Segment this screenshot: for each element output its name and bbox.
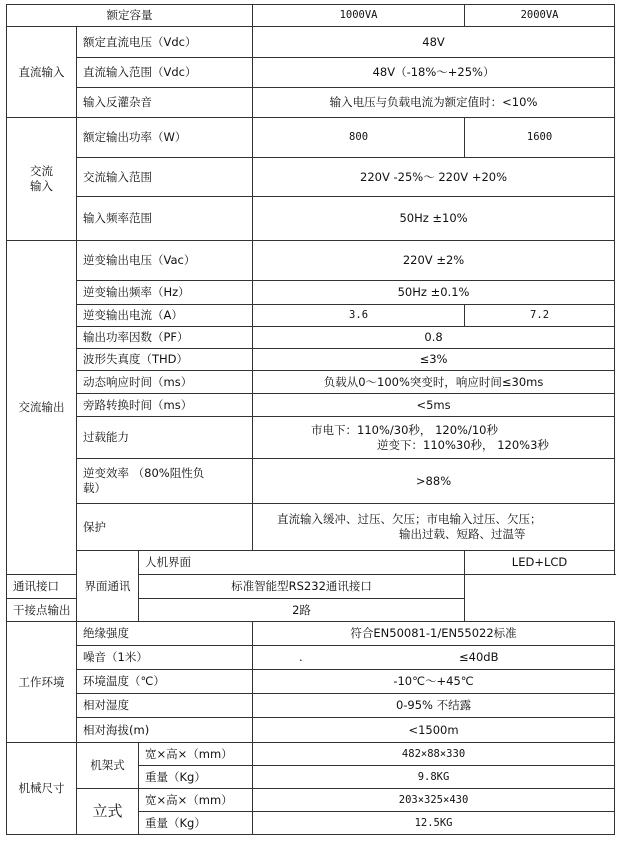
row-label: 逆变输出电流（A）	[77, 305, 253, 327]
table-row	[7, 118, 615, 158]
row-label: 旁路转换时间（ms）	[77, 394, 253, 417]
table-row	[7, 281, 615, 305]
table-row	[7, 694, 615, 718]
row-value: -10℃～+45℃	[253, 670, 615, 694]
spec-table	[6, 4, 615, 835]
table-row	[7, 718, 615, 743]
row-value: >88%	[253, 459, 615, 504]
row-label: 额定直流电压（Vdc）	[77, 27, 253, 58]
table-row	[7, 158, 615, 197]
group-ac-input-line1: 交流	[30, 164, 53, 178]
table-row	[7, 622, 615, 646]
table-row	[7, 743, 615, 766]
overload-line1: 市电下：110%/30秒， 120%/10秒	[311, 422, 498, 437]
row-label: 相对海拔(m)	[77, 718, 253, 743]
row-label: 直流输入范围（Vdc）	[77, 58, 253, 88]
row-label: 交流输入范围	[77, 158, 253, 197]
row-value: 48V（-18%～+25%）	[253, 58, 615, 88]
row-value: 9.8KG	[253, 766, 615, 789]
eff-label-line1: 逆变效率 （80%阻性负	[83, 466, 205, 480]
group-ac-output: 交流输出	[7, 241, 77, 575]
row-label: 输出功率因数（PF）	[77, 327, 253, 349]
row-value: 12.5KG	[253, 812, 615, 835]
row-value: 标准智能型RS232通讯接口	[139, 575, 465, 599]
capacity-label: 额定容量	[7, 5, 253, 27]
rack-label: 机架式	[77, 743, 139, 789]
row-value: 0-95% 不结露	[253, 694, 615, 718]
row-label: 过载能力	[77, 417, 253, 459]
row-label: 重量（Kg）	[139, 812, 253, 835]
table-row	[7, 551, 615, 575]
row-label: 输入反灌杂音	[77, 88, 253, 118]
row-label: 逆变输出频率（Hz）	[77, 281, 253, 305]
table-row	[7, 241, 615, 281]
power-1000: 800	[253, 118, 465, 158]
row-value: 0.8	[253, 327, 615, 349]
table-row	[7, 371, 615, 394]
group-ac-input-line2: 输入	[30, 179, 53, 193]
tower-label: 立式	[77, 789, 139, 835]
current-1000: 3.6	[253, 305, 465, 327]
table-row	[7, 670, 615, 694]
overload-value	[253, 417, 615, 459]
row-label: 额定输出功率（W）	[77, 118, 253, 158]
table-row	[7, 459, 615, 504]
row-label: 动态响应时间（ms）	[77, 371, 253, 394]
col-1000va: 1000VA	[253, 5, 465, 27]
row-value: 203×325×430	[253, 789, 615, 812]
group-ac-input	[7, 118, 77, 241]
row-value: 220V -25%～ 220V +20%	[253, 158, 615, 197]
row-label: 宽×高×（mm）	[139, 743, 253, 766]
table-row	[7, 349, 615, 371]
row-value: 负载从0～100%突变时，响应时间≤30ms	[253, 371, 615, 394]
current-2000: 7.2	[465, 305, 615, 327]
group-environment: 工作环境	[7, 622, 77, 743]
col-2000va: 2000VA	[465, 5, 615, 27]
row-label: 保护	[77, 504, 253, 551]
group-dc-input: 直流输入	[7, 27, 77, 118]
row-label: 重量（Kg）	[139, 766, 253, 789]
row-label: 通讯接口	[7, 575, 139, 599]
row-label: 输入频率范围	[77, 197, 253, 241]
table-row	[7, 599, 615, 622]
table-row	[7, 327, 615, 349]
table-row	[7, 646, 615, 670]
row-value: LED+LCD	[465, 551, 615, 575]
row-value: 482×88×330	[253, 743, 615, 766]
table-row	[7, 27, 615, 58]
row-label: 绝缘强度	[77, 622, 253, 646]
row-value: 2路	[139, 599, 465, 622]
group-interface: 界面通讯	[77, 551, 139, 622]
row-value: 符合EN50081-1/EN55022标准	[253, 622, 615, 646]
power-2000: 1600	[465, 118, 615, 158]
protect-line1: 直流输入缓冲、过压、欠压；市电输入过压、欠压；	[277, 512, 542, 526]
table-row	[7, 305, 615, 327]
row-value: 48V	[253, 27, 615, 58]
overload-line2: 逆变下：110%30秒， 120%3秒	[377, 437, 549, 452]
row-label	[77, 459, 253, 504]
table-row	[7, 417, 615, 459]
table-row	[7, 58, 615, 88]
row-label: 干接点输出	[7, 599, 139, 622]
row-label: 相对湿度	[77, 694, 253, 718]
group-mechanical: 机械尺寸	[7, 743, 77, 835]
row-label: 环境温度（℃）	[77, 670, 253, 694]
row-value: <1500m	[253, 718, 615, 743]
table-row	[7, 197, 615, 241]
row-label: 宽×高×（mm）	[139, 789, 253, 812]
table-row	[7, 789, 615, 812]
eff-label-line2: 载）	[83, 481, 106, 495]
protect-line2: 输出过载、短路、过温等	[399, 527, 526, 541]
protect-value	[253, 504, 615, 551]
table-row	[7, 88, 615, 118]
table-row	[7, 504, 615, 551]
noise-value-cell	[253, 646, 615, 670]
noise-value: ≤40dB	[459, 650, 499, 664]
row-value: 50Hz ±0.1%	[253, 281, 615, 305]
noise-dot: .	[299, 650, 303, 664]
row-label: 波形失真度（THD）	[77, 349, 253, 371]
header-row	[7, 5, 615, 27]
row-value: 50Hz ±10%	[253, 197, 615, 241]
row-value: 220V ±2%	[253, 241, 615, 281]
row-label: 人机界面	[139, 551, 465, 575]
row-value: <5ms	[253, 394, 615, 417]
row-label: 逆变输出电压（Vac）	[77, 241, 253, 281]
row-label: 噪音（1米）	[77, 646, 253, 670]
row-value: ≤3%	[253, 349, 615, 371]
row-value: 输入电压与负载电流为额定值时：<10%	[253, 88, 615, 118]
table-row	[7, 394, 615, 417]
